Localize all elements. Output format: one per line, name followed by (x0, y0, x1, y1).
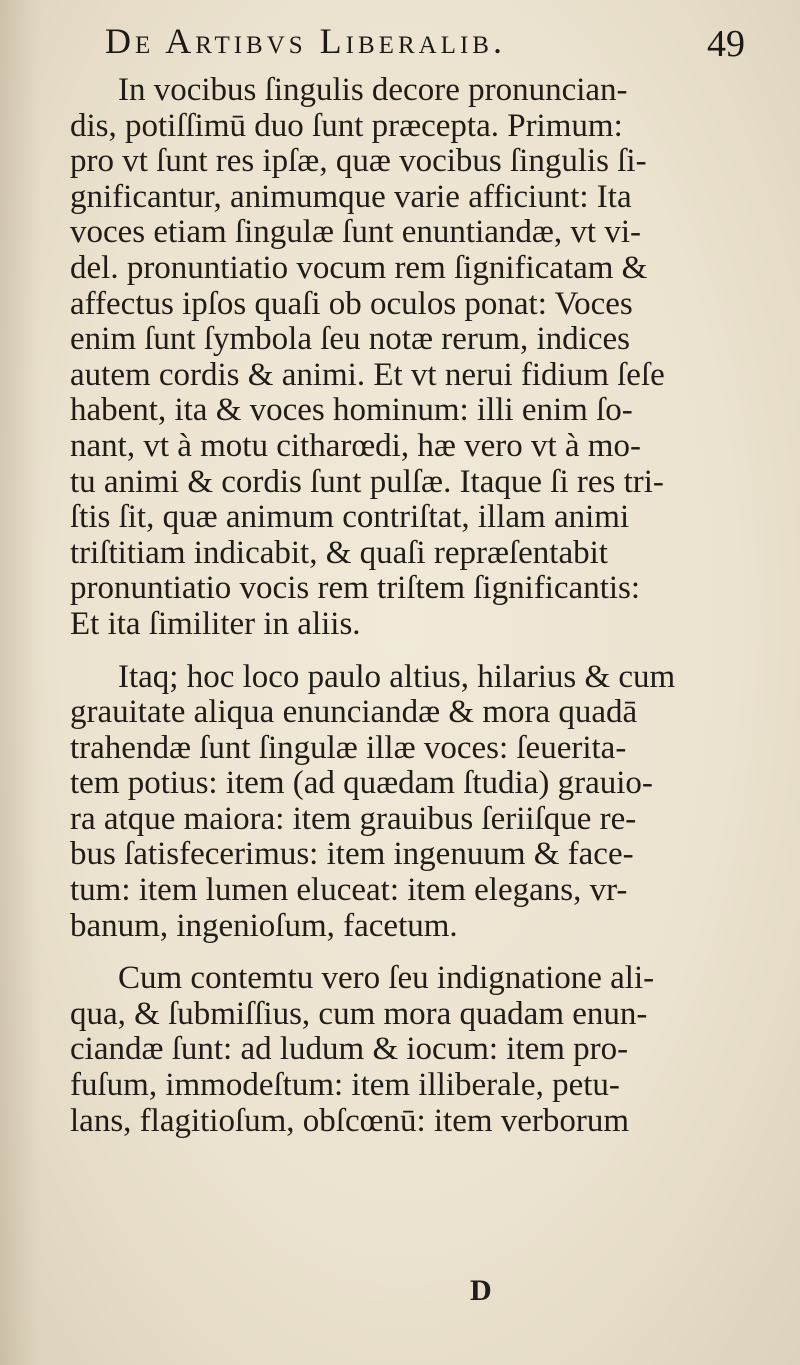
text-line: enim ſunt ſymbola ſeu notæ rerum, indices (70, 321, 630, 358)
text-line: grauitate aliqua enunciandæ & mora quadā (70, 694, 638, 731)
text-line: pronuntiatio vocis rem triſtem ſignificantis: (70, 570, 641, 607)
text-line: trahendæ ſunt ſingulæ illæ voces: ſeueritа- (70, 729, 627, 766)
text-line: tum: item lumen eluceat: item elegans, vr- (70, 872, 628, 909)
text-line: ciandæ ſunt: ad ludum & iocum: item pro- (70, 1031, 629, 1068)
text-line: del. pronuntiatio vocum rem ſignificatam & (70, 249, 648, 286)
text-line: pro vt ſunt res ipſæ, quæ vocibus ſingulis ſi- (70, 143, 647, 180)
paragraph-3 (70, 961, 690, 1139)
text-line: qua, & ſubmiſſius, cum mora quadam enun- (70, 995, 648, 1032)
text-line: voces etiam ſingulæ ſunt enuntiandæ, vt vi- (70, 214, 642, 251)
text-line: Cum contemtu vero ſeu indignatione ali- (118, 960, 655, 997)
text-line: ſtis ſit, quæ animum contriſtat, illam animi (70, 499, 630, 536)
paragraph-2 (70, 660, 690, 945)
text-line: lans, flagitioſum, obſcœnū: item verborum (70, 1102, 630, 1139)
text-line: dis, potiſſimū duo ſunt præcepta. Primum: (70, 107, 623, 144)
text-line: gnificantur, animumque varie afficiunt: Ita (70, 178, 632, 215)
text-line: ra atque maiora: item grauibus ſeriiſque re- (70, 800, 637, 837)
text-line: banum, ingenioſum, facetum. (70, 907, 458, 944)
body-text (70, 73, 690, 1139)
text-line: tem potius: item (ad quædam ſtudia) grauio- (70, 765, 653, 802)
text-line: In vocibus ſingulis decore pronuncian- (118, 72, 628, 108)
gutter-shadow (0, 0, 40, 1365)
text-line: nant, vt à motu citharœdi, hæ vero vt à mo- (70, 427, 641, 464)
text-line: Itaq; hoc loco paulo altius, hilarius & cum (118, 658, 676, 695)
running-title: De Artibvs Liberalib. (105, 21, 506, 61)
catchword: D (470, 1274, 492, 1307)
text-line: tu animi & cordis ſunt pulſæ. Itaque ſi res tri- (70, 463, 664, 500)
text-line: habent, ita & voces hominum: illi enim ſo- (70, 392, 633, 429)
text-line: fuſum, immodeſtum: item illiberale, petu- (70, 1067, 620, 1104)
text-line: bus ſatisfecerimus: item ingenuum & face- (70, 836, 634, 873)
text-line: triſtitiam indicabit, & quaſi repræſentabit (70, 534, 608, 571)
paragraph-1 (70, 73, 690, 643)
text-line: Et ita ſimiliter in aliis. (70, 605, 361, 642)
text-line: autem cordis & animi. Et vt nerui fidium ſeſe (70, 356, 665, 393)
running-head (105, 20, 745, 70)
text-line: affectus ipſos quaſi ob oculos ponat: Voces (70, 285, 633, 322)
page-number: 49 (707, 23, 745, 65)
